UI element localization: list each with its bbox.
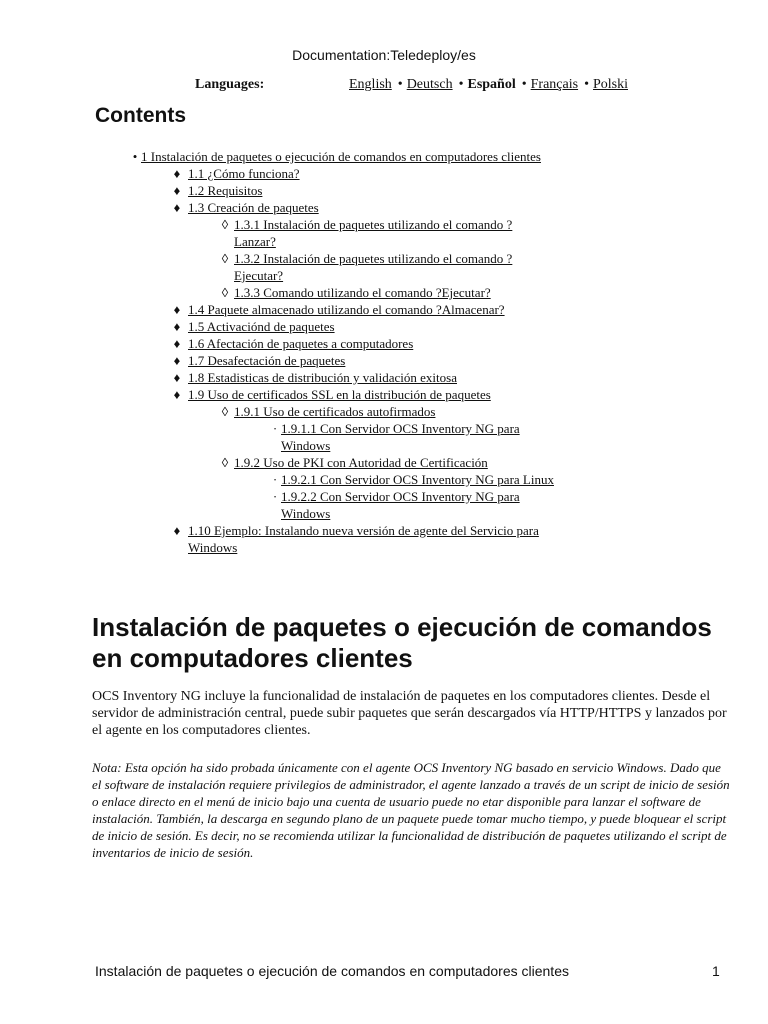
language-link-english[interactable]: English <box>349 77 392 92</box>
toc-item <box>0 454 768 471</box>
toc-item <box>0 148 768 165</box>
toc-item <box>0 216 768 250</box>
toc-bullet-icon: ◊ <box>221 251 229 266</box>
footer-title: Instalación de paquetes o ejecución de comandos en computadores clientes <box>95 963 569 979</box>
toc-link[interactable]: 1.2 Requisitos <box>188 183 263 198</box>
toc-link[interactable]: 1.3.3 Comando utilizando el comando ?Ejecutar? <box>234 285 491 300</box>
language-link-deutsch[interactable]: Deutsch <box>406 77 453 92</box>
toc-link[interactable]: 1.9.1 Uso de certificados autofirmados <box>234 404 436 419</box>
toc-item <box>0 403 768 420</box>
toc-item <box>0 199 768 216</box>
toc-link[interactable]: 1.5 Activaciónd de paquetes <box>188 319 335 334</box>
toc-link[interactable]: 1.9.2 Uso de PKI con Autoridad de Certificación <box>234 455 488 470</box>
toc-link[interactable]: 1.6 Afectación de paquetes a computadores <box>188 336 414 351</box>
toc-item <box>0 301 768 318</box>
toc-item <box>0 420 768 454</box>
toc-bullet-icon: ◊ <box>221 404 229 419</box>
toc-item <box>0 182 768 199</box>
section-heading: Instalación de paquetes o ejecución de comandos en computadores clientes <box>92 612 712 673</box>
toc-bullet-icon: ♦ <box>173 336 181 351</box>
toc-item <box>0 284 768 301</box>
toc-link[interactable]: 1.7 Desafectación de paquetes <box>188 353 346 368</box>
toc-link[interactable]: 1.4 Paquete almacenado utilizando el comando ?Almacenar? <box>188 302 505 317</box>
note-paragraph: Nota: Esta opción ha sido probada únicamente con el agente OCS Inventory NG basado en servicio Windows. Dado que el software de instalación requiere privilegios de administrador, el agente lanzado a través de un script de inicio de sesión o enlace directo en el menú de inicio bajo una cuenta de usuario puede no etar disponible para lanzar el software de instalación. También, la descarga en segundo plano de un paquete puede tomar mucho tiempo, y puede bloquear el script de inicio de sesión. Es decir, no se recomienda utilizar la funcionalidad de distribución de paquetes utilizando el script de inventarios de inicio de sesión. <box>92 760 730 860</box>
page-number: 1 <box>712 963 720 979</box>
languages-label: Languages: <box>195 77 265 92</box>
toc-bullet-icon: · <box>272 472 278 487</box>
contents-heading: Contents <box>95 104 186 127</box>
toc-bullet-icon: · <box>272 489 278 504</box>
toc-bullet-icon: ♦ <box>173 319 181 334</box>
toc-item <box>0 386 768 403</box>
toc-link[interactable]: 1.9.2.2 Con Servidor OCS Inventory NG para Windows <box>281 489 520 521</box>
toc-item <box>0 165 768 182</box>
toc-bullet-icon: ♦ <box>173 353 181 368</box>
toc-bullet-icon: ◊ <box>221 217 229 232</box>
toc-link[interactable]: 1 Instalación de paquetes o ejecución de comandos en computadores clientes <box>141 149 541 164</box>
toc-link[interactable]: 1.3 Creación de paquetes <box>188 200 319 215</box>
toc-link[interactable]: 1.8 Estadisticas de distribución y validación exitosa <box>188 370 457 385</box>
toc-bullet-icon: ◊ <box>221 285 229 300</box>
language-separator: • <box>458 77 464 92</box>
toc-item <box>0 522 768 556</box>
language-link-franais[interactable]: Français <box>530 77 579 92</box>
document-title: Documentation:Teledeploy/es <box>292 47 476 63</box>
toc-link[interactable]: 1.9.1.1 Con Servidor OCS Inventory NG para Windows <box>281 421 520 453</box>
toc-item <box>0 471 768 488</box>
toc-bullet-icon: ♦ <box>173 183 181 198</box>
toc-bullet-icon: ♦ <box>173 370 181 385</box>
language-bar <box>195 77 755 93</box>
toc-item <box>0 352 768 369</box>
toc-item <box>0 369 768 386</box>
language-link-polski[interactable]: Polski <box>592 77 628 92</box>
intro-paragraph: OCS Inventory NG incluye la funcionalidad de instalación de paquetes en los computadores clientes. Desde el servidor de administración central, puede subir paquetes que serán descargados vía HTTP/HTTPS y lanzados por el agente en los computadores clientes. <box>92 689 727 738</box>
toc-item <box>0 335 768 352</box>
toc-link[interactable]: 1.10 Ejemplo: Instalando nueva versión de agente del Servicio para Windows <box>188 523 539 555</box>
toc-link[interactable]: 1.1 ¿Cómo funciona? <box>188 166 300 181</box>
toc-bullet-icon: ◊ <box>221 455 229 470</box>
toc-link[interactable]: 1.3.2 Instalación de paquetes utilizando el comando ?Ejecutar? <box>234 251 513 283</box>
toc-bullet-icon: ♦ <box>173 302 181 317</box>
language-list <box>349 77 628 92</box>
toc-item <box>0 488 768 522</box>
toc-bullet-icon: · <box>272 421 278 436</box>
toc-link[interactable]: 1.3.1 Instalación de paquetes utilizando el comando ?Lanzar? <box>234 217 513 249</box>
toc-bullet-icon: ♦ <box>173 166 181 181</box>
toc-link[interactable]: 1.9.2.1 Con Servidor OCS Inventory NG para Linux <box>281 472 554 487</box>
toc-bullet-icon: ♦ <box>173 523 181 538</box>
toc-bullet-icon: • <box>132 149 138 164</box>
toc-link[interactable]: 1.9 Uso de certificados SSL en la distribución de paquetes <box>188 387 491 402</box>
language-separator: • <box>521 77 527 92</box>
language-separator: • <box>584 77 589 92</box>
language-separator: • <box>397 77 403 92</box>
toc-bullet-icon: ♦ <box>173 200 181 215</box>
toc-bullet-icon: ♦ <box>173 387 181 402</box>
toc-item <box>0 250 768 284</box>
language-link-espaol: Español <box>467 77 516 92</box>
table-of-contents <box>0 148 768 556</box>
toc-item <box>0 318 768 335</box>
